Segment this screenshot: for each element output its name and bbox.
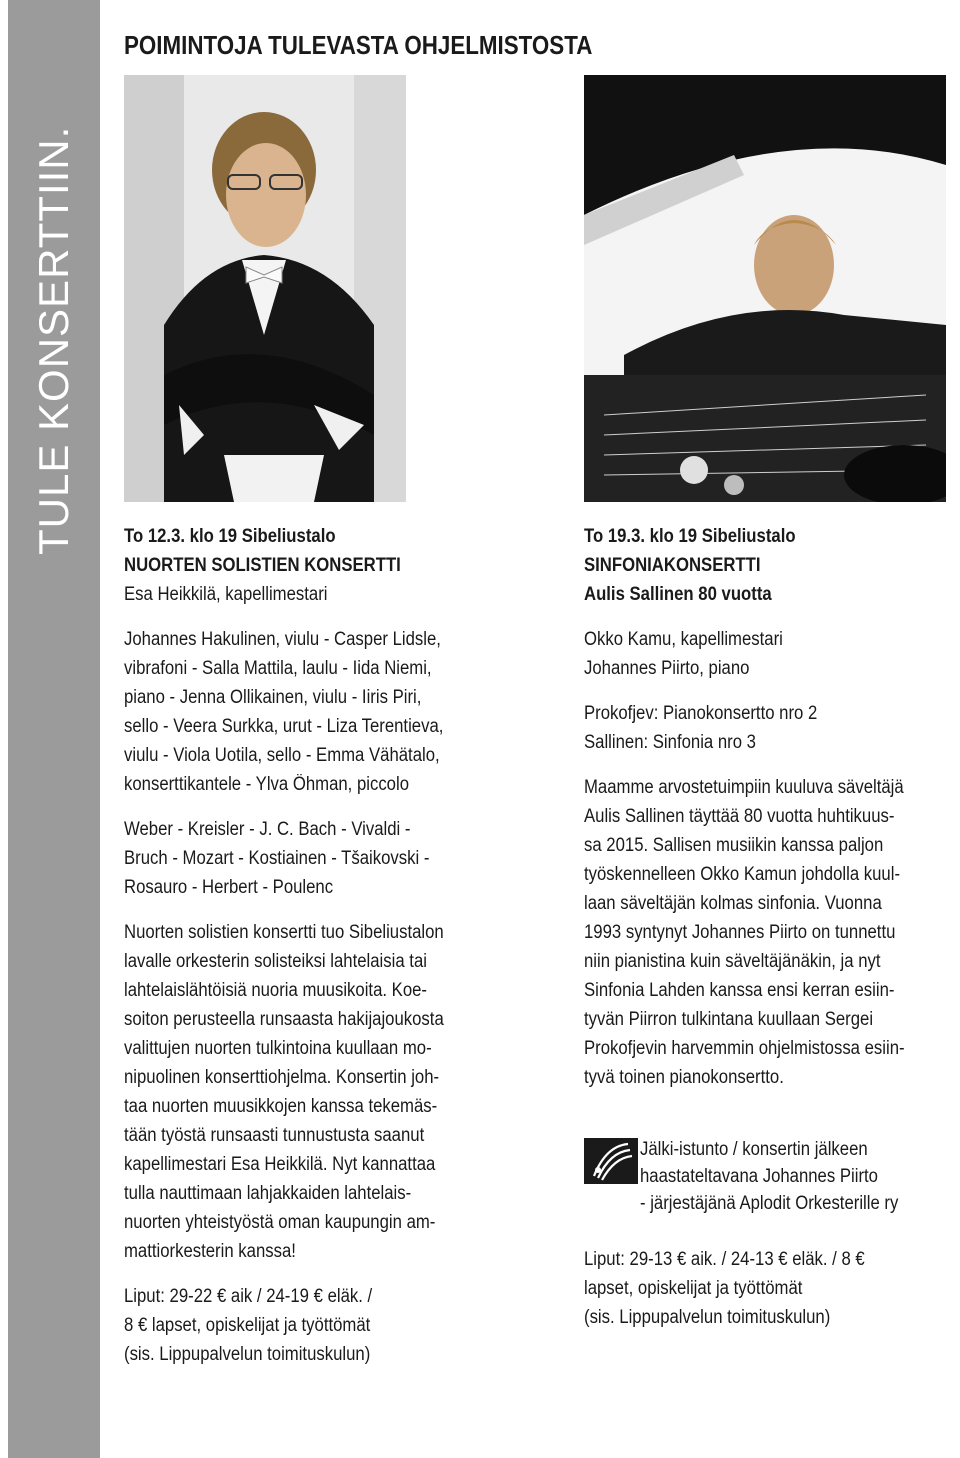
aftertalk-line: haastateltavana Johannes Piirto (640, 1166, 878, 1187)
concert1-tickets: 8 € lapset, opiskelijat ja työttömät (124, 1315, 371, 1336)
concert2-performer: Okko Kamu, kapellimestari (584, 629, 783, 650)
concert1-description: tään työstä runsaasti tunnustusta saanut (124, 1125, 425, 1146)
concert2-tickets-block (584, 1245, 903, 1332)
concert2-description: tyvä toinen pianokonsertto. (584, 1067, 784, 1088)
concert1-composers: Bruch - Mozart - Kostiainen - Tšaikovski - (124, 848, 430, 869)
concert2-description: tyvän Piirron tulkintana kuullaan Sergei (584, 1009, 874, 1030)
concert1-name: NUORTEN SOLISTIEN KONSERTTI (124, 555, 401, 576)
concert2-section (584, 522, 960, 1092)
concert2-description: 1993 syntynyt Johannes Piirto on tunnettu (584, 922, 896, 943)
concert1-composers: Rosauro - Herbert - Poulenc (124, 877, 334, 898)
concert2-description: Prokofjevin harvemmin ohjelmistossa esiin- (584, 1038, 905, 1059)
concert2-tickets: (sis. Lippupalvelun toimituskulun) (584, 1307, 831, 1328)
aplodit-logo-icon (584, 1138, 638, 1184)
concert1-conductor: Esa Heikkilä, kapellimestari (124, 584, 328, 605)
concert2-name: SINFONIAKONSERTTI (584, 555, 761, 576)
concert1-description: tulla nauttimaan lahjakkaiden lahtelais- (124, 1183, 412, 1204)
concert1-description: soiton perusteella runsaasta hakijajoukosta (124, 1009, 444, 1030)
concert1-description: lahtelaislähtöisiä nuoria muusikoita. Koe- (124, 980, 427, 1001)
concert2-description: Sinfonia Lahden kanssa ensi kerran esiin- (584, 980, 895, 1001)
concert2-description: sa 2015. Sallisen musiikin kanssa paljon (584, 835, 884, 856)
concert2-date: To 19.3. klo 19 Sibeliustalo (584, 526, 796, 547)
concert2-subtitle: Aulis Sallinen 80 vuotta (584, 584, 772, 605)
concert2-description: työskennelleen Okko Kamun johdolla kuul- (584, 864, 901, 885)
concert2-description: niin pianistina kuin säveltäjänäkin, ja nyt (584, 951, 881, 972)
concert1-section (124, 522, 564, 1369)
concert1-description: kapellimestari Esa Heikkilä. Nyt kannattaa (124, 1154, 436, 1175)
concert2-performer: Johannes Piirto, piano (584, 658, 750, 679)
concert1-tickets: (sis. Lippupalvelun toimituskulun) (124, 1344, 371, 1365)
concert2-description: laan säveltäjän kolmas sinfonia. Vuonna (584, 893, 882, 914)
concert1-description: nipuolinen konserttiohjelma. Konsertin joh- (124, 1067, 440, 1088)
concert1-performer: vibrafoni - Salla Mattila, laulu - Iida Niemi, (124, 658, 432, 679)
conductor-photo (124, 75, 406, 502)
concert1-composers: Weber - Kreisler - J. C. Bach - Vivaldi - (124, 819, 411, 840)
concert2-description: Aulis Sallinen täyttää 80 vuotta huhtikuus- (584, 806, 895, 827)
aftertalk-note (640, 1136, 934, 1217)
concert2-tickets: Liput: 29-13 € aik. / 24-13 € eläk. / 8 € (584, 1249, 865, 1270)
aftertalk-line: Jälki-istunto / konsertin jälkeen (640, 1139, 868, 1160)
sidebar-title: TULE KONSERTTIIN. (30, 125, 77, 555)
concert1-tickets: Liput: 29-22 € aik / 24-19 € eläk. / (124, 1286, 373, 1307)
pianist-photo-art (584, 75, 946, 502)
concert1-date: To 12.3. klo 19 Sibeliustalo (124, 526, 336, 547)
concert1-description: lavalle orkesterin solisteiksi lahtelaisia tai (124, 951, 427, 972)
concert2-tickets: lapset, opiskelijat ja työttömät (584, 1278, 803, 1299)
concert1-performer: piano - Jenna Ollikainen, viulu - Iiris Piri, (124, 687, 422, 708)
page-title: POIMINTOJA TULEVASTA OHJELMISTOSTA (124, 30, 593, 60)
concert2-program: Sallinen: Sinfonia nro 3 (584, 732, 756, 753)
concert1-performer: konserttikantele - Ylva Öhman, piccolo (124, 774, 410, 795)
concert1-performer: sello - Veera Surkka, urut - Liza Terentieva, (124, 716, 444, 737)
concert2-description: Maamme arvostetuimpiin kuuluva säveltäjä (584, 777, 904, 798)
aftertalk-line: - järjestäjänä Aplodit Orkesterille ry (640, 1193, 899, 1214)
concert1-description: taa nuorten muusikkojen kanssa tekemäs- (124, 1096, 438, 1117)
concert1-performer: Johannes Hakulinen, viulu - Casper Lidsle, (124, 629, 441, 650)
concert2-program: Prokofjev: Pianokonsertto nro 2 (584, 703, 818, 724)
pianist-photo (584, 75, 946, 502)
concert1-description: Nuorten solistien konsertti tuo Sibeliustalon (124, 922, 444, 943)
conductor-photo-art (124, 75, 406, 502)
concert1-description: valittujen nuorten tulkintoina kuullaan mo- (124, 1038, 432, 1059)
concert1-description: nuorten yhteistyöstä oman kaupungin am- (124, 1212, 436, 1233)
concert1-performer: viulu - Viola Uotila, sello - Emma Vähätalo, (124, 745, 440, 766)
concert1-description: mattiorkesterin kanssa! (124, 1241, 296, 1262)
sidebar (0, 0, 100, 1458)
